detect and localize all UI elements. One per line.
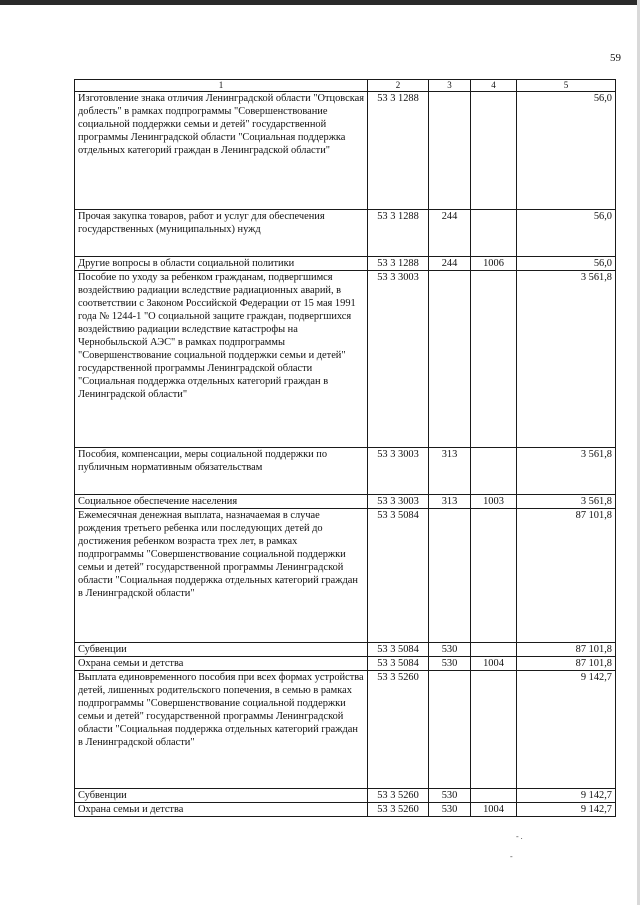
column-header-vr: 3: [429, 80, 471, 92]
table-row: [75, 657, 616, 671]
row-vr: 313: [429, 495, 471, 509]
row-rz: [471, 448, 517, 495]
table-row: [75, 495, 616, 509]
row-name: Пособие по уходу за ребенком гражданам, подвергшимся воздействию радиации вследствие радиационных аварий, в соответствии с Законом Российской Федерации от 15 мая 1991 года № 1244-1 "О социальной защите граждан, подвергшихся воздействию радиации вследствие катастрофы на Чернобыльской АЭС" в рамках подпрограммы "Совершенствование социальной поддержки семьи и детей" государственной программы Ленинградской области "Социальная поддержка отдельных категорий граждан в Ленинградской области": [75, 271, 368, 448]
row-vr: [429, 509, 471, 643]
table-header-row: [75, 80, 616, 92]
row-rz: 1006: [471, 257, 517, 271]
row-name: Субвенции: [75, 789, 368, 803]
row-vr: [429, 671, 471, 789]
row-code: 53 3 5084: [368, 643, 429, 657]
budget-table: [74, 79, 616, 817]
row-vr: 530: [429, 803, 471, 817]
row-name: Охрана семьи и детства: [75, 657, 368, 671]
row-rz: 1004: [471, 803, 517, 817]
table-row: [75, 448, 616, 495]
table-row: [75, 671, 616, 789]
table-row: [75, 210, 616, 257]
row-rz: [471, 509, 517, 643]
row-name: Ежемесячная денежная выплата, назначаемая в случае рождения третьего ребенка или последующих детей до достижения ребенком возраста трех лет, в рамках подпрограммы "Совершенствование социальной поддержки семьи и детей" государственной программы Ленинградской области "Социальная поддержка отдельных категорий граждан в Ленинградской области": [75, 509, 368, 643]
row-vr: 313: [429, 448, 471, 495]
row-code: 53 3 5260: [368, 803, 429, 817]
row-name: Охрана семьи и детства: [75, 803, 368, 817]
row-rz: 1004: [471, 657, 517, 671]
row-amount: 3 561,8: [517, 271, 616, 448]
row-code: 53 3 5260: [368, 671, 429, 789]
row-amount: 9 142,7: [517, 789, 616, 803]
scan-speck: -: [510, 852, 513, 861]
row-vr: 244: [429, 210, 471, 257]
row-vr: 530: [429, 789, 471, 803]
column-header-amount: 5: [517, 80, 616, 92]
row-name: Выплата единовременного пособия при всех формах устройства детей, лишенных родительского попечения, в семью в рамках подпрограммы "Совершенствование социальной поддержки семьи и детей" государственной программы Ленинградской области "Социальная поддержка отдельных категорий граждан в Ленинградской области": [75, 671, 368, 789]
row-rz: [471, 671, 517, 789]
table-row: [75, 271, 616, 448]
row-amount: 56,0: [517, 210, 616, 257]
row-code: 53 3 1288: [368, 257, 429, 271]
row-name: Социальное обеспечение населения: [75, 495, 368, 509]
row-code: 53 3 3003: [368, 495, 429, 509]
table-row: [75, 257, 616, 271]
row-name: Другие вопросы в области социальной политики: [75, 257, 368, 271]
row-vr: 530: [429, 657, 471, 671]
row-amount: 3 561,8: [517, 448, 616, 495]
row-vr: 530: [429, 643, 471, 657]
table-row: [75, 92, 616, 210]
row-amount: 9 142,7: [517, 803, 616, 817]
row-code: 53 3 5084: [368, 509, 429, 643]
column-header-rz: 4: [471, 80, 517, 92]
column-header-name: 1: [75, 80, 368, 92]
row-amount: 3 561,8: [517, 495, 616, 509]
row-rz: [471, 92, 517, 210]
row-code: 53 3 3003: [368, 448, 429, 495]
row-code: 53 3 5084: [368, 657, 429, 671]
row-amount: 87 101,8: [517, 657, 616, 671]
row-rz: [471, 643, 517, 657]
row-amount: 87 101,8: [517, 509, 616, 643]
row-rz: [471, 789, 517, 803]
row-amount: 56,0: [517, 92, 616, 210]
row-code: 53 3 5260: [368, 789, 429, 803]
table-row: [75, 803, 616, 817]
row-amount: 87 101,8: [517, 643, 616, 657]
row-code: 53 3 1288: [368, 92, 429, 210]
row-name: Субвенции: [75, 643, 368, 657]
scan-speck: - .: [516, 832, 523, 841]
row-amount: 56,0: [517, 257, 616, 271]
row-code: 53 3 3003: [368, 271, 429, 448]
row-rz: [471, 210, 517, 257]
row-vr: [429, 271, 471, 448]
column-header-code: 2: [368, 80, 429, 92]
row-name: Прочая закупка товаров, работ и услуг для обеспечения государственных (муниципальных) нужд: [75, 210, 368, 257]
row-name: Изготовление знака отличия Ленинградской области "Отцовская доблесть" в рамках подпрограммы "Совершенствование социальной поддержки семьи и детей" государственной программы Ленинградской области "Социальная поддержка отдельных категорий граждан в Ленинградской области": [75, 92, 368, 210]
table-row: [75, 643, 616, 657]
table-row: [75, 789, 616, 803]
row-rz: 1003: [471, 495, 517, 509]
row-vr: [429, 92, 471, 210]
scan-edge-top: [0, 0, 640, 5]
row-code: 53 3 1288: [368, 210, 429, 257]
table-row: [75, 509, 616, 643]
row-amount: 9 142,7: [517, 671, 616, 789]
row-vr: 244: [429, 257, 471, 271]
row-rz: [471, 271, 517, 448]
row-name: Пособия, компенсации, меры социальной поддержки по публичным нормативным обязательствам: [75, 448, 368, 495]
page-number: 59: [610, 52, 621, 64]
